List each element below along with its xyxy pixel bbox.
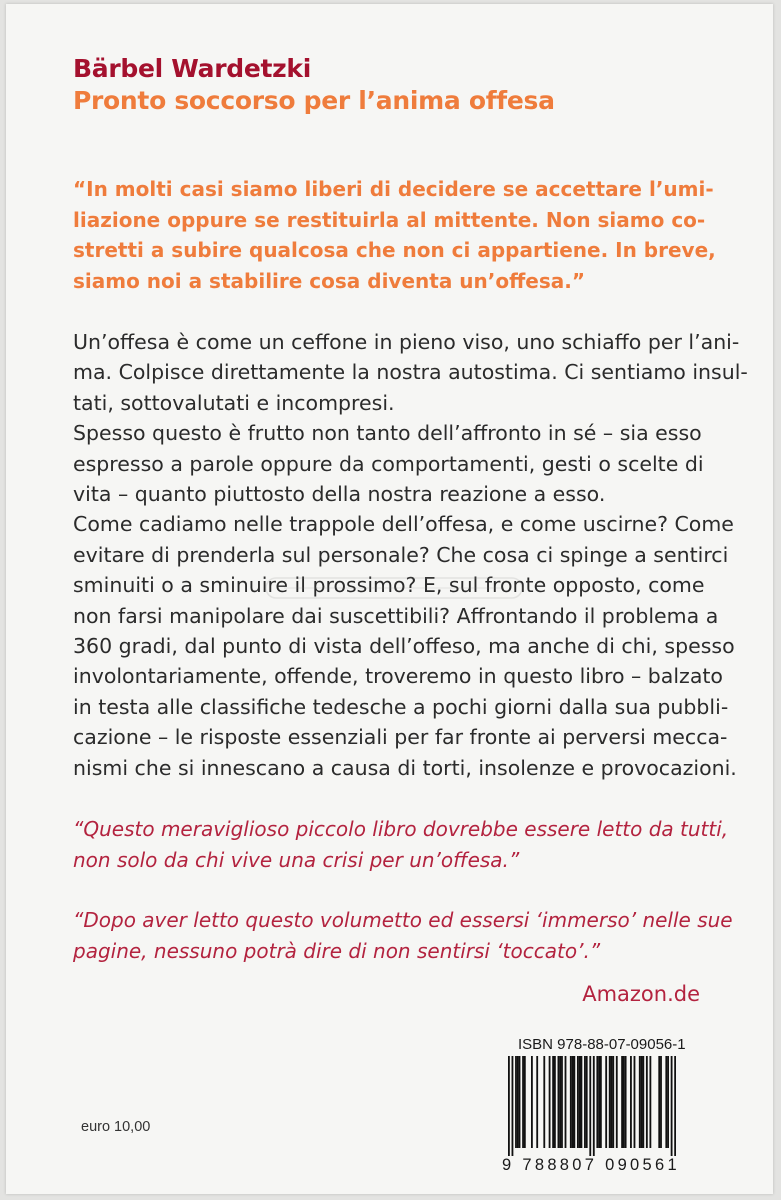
- barcode-bar: [600, 1056, 602, 1148]
- blurb-line: cazione – le risposte essenziali per far fronte ai perversi mecca-: [73, 725, 728, 750]
- barcode-bar: [519, 1056, 521, 1148]
- blurb-line: Un’offesa è come un ceffone in pieno viso, uno schiaffo per l’ani-: [73, 330, 740, 354]
- barcode-bar: [634, 1056, 636, 1148]
- barcode-bar: [584, 1056, 586, 1148]
- book-back-cover: [6, 4, 773, 1194]
- barcode-bar: [609, 1056, 611, 1148]
- barcode-bar: [598, 1056, 600, 1148]
- barcode-bar: [589, 1056, 591, 1156]
- blurb-line: evitare di prenderla sul personale? Che cosa ci spinge a sentirci: [73, 542, 729, 567]
- review-line: “Dopo aver letto questo volumetto ed essersi ‘immerso’ nelle sue: [73, 908, 733, 932]
- barcode-bar: [665, 1056, 667, 1148]
- barcode-bar: [623, 1056, 625, 1148]
- barcode-bar: [543, 1056, 545, 1148]
- barcode-bar: [639, 1056, 641, 1148]
- barcode-bar: [658, 1056, 660, 1148]
- barcode-bar: [508, 1056, 510, 1156]
- quote-line: liazione oppure se restituirla al mittente. Non siamo co-: [73, 207, 706, 232]
- featured-quote: [73, 174, 716, 296]
- blurb-line: non farsi manipolare dai suscettibili? Affrontando il problema a: [73, 603, 719, 628]
- barcode-bar: [572, 1056, 574, 1148]
- price-label: euro 10,00: [81, 1119, 151, 1135]
- barcode-bar: [581, 1056, 583, 1148]
- barcode-bar: [641, 1056, 643, 1148]
- review-line: “Questo meraviglioso piccolo libro dovrebbe essere letto da tutti,: [73, 817, 729, 841]
- review-quote-2: [73, 905, 733, 967]
- barcode-bar: [536, 1056, 538, 1148]
- barcode-bar: [605, 1056, 607, 1148]
- quote-line: siamo noi a stabilire cosa diventa un’offesa.”: [73, 268, 586, 293]
- barcode-bar: [630, 1056, 632, 1148]
- barcode-bar: [570, 1056, 572, 1148]
- quote-line: stretti a subire qualcosa che non ci appartiene. In breve,: [73, 238, 716, 262]
- blurb-line: espresso a parole oppure da comportamenti, gesti o scelte di: [73, 451, 704, 476]
- barcode-bar: [612, 1056, 614, 1148]
- barcode-bar: [611, 1056, 613, 1148]
- barcode-bar: [573, 1056, 575, 1148]
- barcode-bar: [649, 1056, 651, 1148]
- barcode-bar: [646, 1056, 648, 1148]
- barcode-bar: [515, 1056, 517, 1148]
- barcode-bar: [596, 1056, 598, 1148]
- barcode-bar: [625, 1056, 627, 1148]
- barcode-bar: [565, 1056, 567, 1148]
- barcode-bar: [512, 1056, 514, 1156]
- barcode-bar: [667, 1056, 669, 1148]
- barcode-bar: [621, 1056, 623, 1148]
- barcode-bar: [531, 1056, 533, 1148]
- author-name: Bärbel Wardetzki: [73, 54, 312, 83]
- barcode-bar: [549, 1056, 551, 1148]
- barcode-bar: [524, 1056, 526, 1148]
- barcode-bar: [616, 1056, 618, 1148]
- barcode-digits: 9 788807 090561: [502, 1156, 680, 1174]
- blurb-text: [73, 327, 748, 783]
- barcode-bar: [561, 1056, 563, 1148]
- watermark-logo: [264, 574, 524, 602]
- blurb-line: ma. Colpisce direttamente la nostra autostima. Ci sentiamo insul-: [73, 360, 748, 385]
- blurb-line: 360 gradi, dal punto di vista dell’offeso, ma anche di chi, spesso: [73, 634, 735, 659]
- barcode-bar: [558, 1056, 560, 1148]
- barcode-bar: [554, 1056, 556, 1148]
- blurb-line: nismi che si innescano a causa di torti, insolenze e provocazioni.: [73, 755, 737, 780]
- blurb-line: in testa alle classifiche tedesche a pochi giorni dalla sua pubbli-: [73, 694, 729, 719]
- blurb-line: Spesso questo è frutto non tanto dell’affronto in sé – sia esso: [73, 421, 702, 446]
- blurb-line: sminuiti o a sminuire il prossimo? E, sul fronte opposto, come: [73, 573, 705, 598]
- isbn-label: ISBN 978-88-07-09056-1: [518, 1036, 686, 1053]
- book-title: Pronto soccorso per l’anima offesa: [73, 86, 555, 115]
- barcode-bar: [517, 1056, 519, 1148]
- isbn-barcode: [508, 1056, 676, 1156]
- review-source: Amazon.de: [582, 982, 700, 1006]
- barcode-bar: [522, 1056, 524, 1148]
- review-line: pagine, nessuno potrà dire di non sentirsi ‘toccato’.”: [73, 939, 601, 963]
- blurb-line: involontariamente, offende, troveremo in questo libro – balzato: [73, 664, 723, 689]
- barcode-bar: [586, 1056, 588, 1148]
- barcode-bar: [579, 1056, 581, 1148]
- review-line: non solo da chi vive una crisi per un’offesa.”: [73, 848, 520, 872]
- barcode-bar: [559, 1056, 561, 1148]
- blurb-line: tati, sottovalutati e incompresi.: [73, 390, 395, 415]
- barcode-bar: [671, 1056, 673, 1156]
- barcode-bar: [593, 1056, 595, 1156]
- barcode-bar: [577, 1056, 579, 1148]
- barcode-bar: [660, 1056, 662, 1148]
- barcode-bar: [674, 1056, 676, 1156]
- blurb-line: Come cadiamo nelle trappole dell’offesa, e come uscirne? Come: [73, 512, 734, 537]
- blurb-line: vita – quanto piuttosto della nostra reazione a esso.: [73, 482, 606, 507]
- barcode-bar: [552, 1056, 554, 1148]
- quote-line: “In molti casi siamo liberi di decidere se accettare l’umi-: [73, 177, 714, 201]
- review-quote-1: [73, 814, 728, 876]
- barcode-bar: [642, 1056, 644, 1148]
